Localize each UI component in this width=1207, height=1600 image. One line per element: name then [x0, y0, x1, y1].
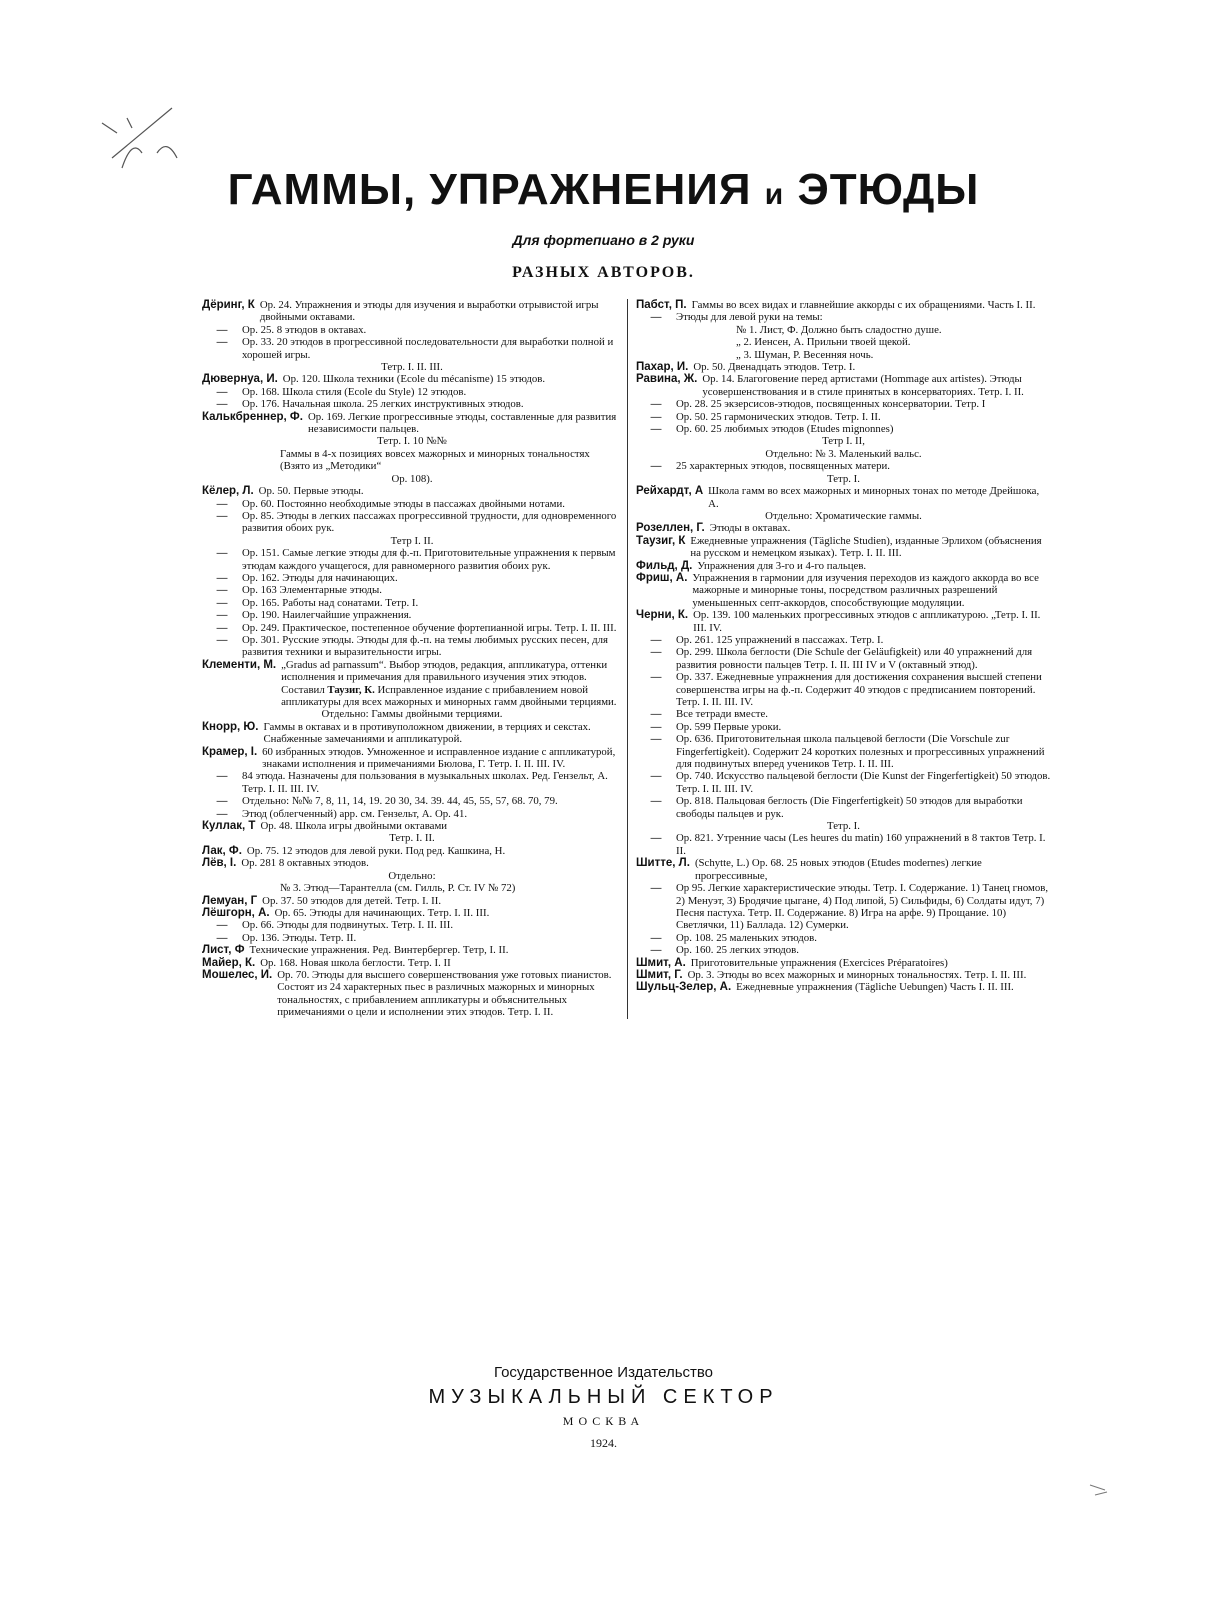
- entry-moscheles: Мошелес, И. Op. 70. Этюды для высшего совершенствования уже готовых пианистов. Состоят из 24 характерных пьес в различных мажорных и минорных тональностях, с прибавлением аппликатуры и объяснительных примечаниями о цели и исполнении этих этюдов. Тетр. I. II.: [202, 968, 612, 1019]
- entry-lemoine: Лемуан, Г Op. 37. 50 этюдов для детей. Тетр. I. II.: [202, 894, 442, 907]
- entry-pachar: Пахар, И. Op. 50. Двенадцать этюдов. Тетр. I.: [636, 361, 856, 374]
- entry-line: — Op. 60. 25 любимых этюдов (Etudes mignonnes): [650, 423, 894, 436]
- entry-line: — Op. 85. Этюды в легких пассажах прогрессивной трудности, для одновременного развития обоих рук.: [216, 509, 617, 535]
- entry-line: — Все тетради вместе.: [650, 708, 768, 721]
- entry-line: — Этюд (облегченный) арр. см. Гензельт, А. Op. 41.: [216, 807, 468, 820]
- entry-lack: Лак, Ф. Op. 75. 12 этюдов для левой руки. Под ред. Кашкина, Н.: [202, 844, 506, 857]
- entry-leschhorn: Лёшгорн, А. Op. 65. Этюды для начинающих. Тетр. I. II. III.: [202, 906, 490, 919]
- entry-line: — Op. 636. Приготовительная школа пальцевой беглости (Die Vorschule zur Fingerfertigkeit). Содержит 24 коротких полезных и прогрессивных упражнений для подвинутых вперед учеников Тетр. I. II. III.: [650, 733, 1045, 771]
- entry-line: — Op. 176. Начальная школа. 25 легких инструктивных этюдов.: [216, 398, 524, 411]
- entry-line: — Отдельно: №№ 7, 8, 11, 14, 19. 20 30, 34. 39. 44, 45, 55, 57, 68. 70, 79.: [216, 795, 558, 808]
- entry-line: — Op. 60. Постоянно необходимые этюды в пассажах двойными нотами.: [216, 497, 565, 510]
- entry-loew: Лёв, I. Op. 281 8 октавных этюдов.: [202, 857, 369, 870]
- entry-line: — Op. 162. Этюды для начинающих.: [216, 571, 398, 584]
- entry-line: — Op. 301. Русские этюды. Этюды для ф.-п. на темы любимых русских песен, для развития техники и выразительности игры.: [216, 633, 608, 659]
- entry-line: — Op. 599 Первые уроки.: [650, 720, 782, 733]
- entry-line: — Op. 261. 125 упражнений в пассажах. Тетр. I.: [650, 633, 884, 646]
- entry-knorr: Кнорр, Ю. Гаммы в октавах и в противуположном движении, в терциях и секстах. Снабженные замечаниями и аппликатурой.: [202, 720, 591, 746]
- page-title: ГАММЫ, УПРАЖНЕНИЯ и ЭТЮДЫ: [227, 165, 980, 214]
- entry-tausig: Таузиг, К Ежедневные упражнения (Tägliche Studien), изданные Эрлихом (объяснения на русском и немецком языках). Тетр. I. II. III.: [636, 534, 1042, 560]
- entry-line: — Op. 299. Школа беглости (Die Schule der Geläufigkeit) или 40 упражнений для развития ровности пальцев Тетр. I. II. III IV и V (октавный этюд).: [650, 646, 1033, 671]
- entry-schytte: Шитте, Л. (Schytte, L.) Op. 68. 25 новых этюдов (Etudes modernes) легкие прогрессивные,: [636, 857, 982, 882]
- entry-line: — Op. 28. 25 экзерсисов-этюдов, посвященных консерватории. Тетр. I: [650, 398, 986, 411]
- entry-reichardt: Рейхардт, А Школа гамм во всех мажорных и минорных тонах по методе Дрейшока, А.: [636, 485, 1040, 510]
- entry-rosellen: Розеллен, Г. Этюды в октавах.: [636, 522, 791, 535]
- authors-heading: РАЗНЫХ АВТОРОВ.: [512, 264, 695, 281]
- entry-line: — Op. 740. Искусство пальцевой беглости (Die Kunst der Fingerfertigkeit) 50 этюдов. Тетр. I. II. III. IV.: [650, 770, 1051, 795]
- entry-line: — Op 95. Легкие характеристические этюды. Тетр. I. Содержание. 1) Танец гномов, 2) Менуэт, 3) Бродячие цыгане, 4) Под липой, 5) Сильфиды, 6) Солдаты идут, 7) Песня пастуха. Тетр. II. Содержание. 8) Игра на арфе. 9) Прощание. 10) Светлячки, 11) Баллада. 12) Сумерки.: [650, 882, 1049, 932]
- entry-doering: Дёринг, К Op. 24. Упражнения и этюды для изучения и выработки отрывистой игры двойными октавами.: [202, 299, 599, 324]
- entry-line: — Op. 818. Пальцовая беглость (Die Fingerfertigkeit) 50 этюдов для выработки свободы пальцев и рук.: [650, 795, 1023, 820]
- entry-line: — Op. 136. Этюды. Тетр. II.: [216, 931, 357, 944]
- entry-kullak: Куллак, Т Op. 48. Школа игры двойными октавами: [202, 820, 448, 833]
- entry-line: — 84 этюда. Назначены для пользования в музыкальных школах. Ред. Гензельт, А. Тетр. I. II. III. IV.: [216, 770, 608, 795]
- entry-line: — Op. 168. Школа стиля (Ecole du Style) 12 этюдов.: [216, 385, 467, 398]
- entry-line: — Op. 108. 25 маленьких этюдов.: [650, 931, 817, 944]
- paper-speck: [1085, 1480, 1115, 1500]
- entry-mayer: Майер, К. Op. 168. Новая школа беглости. Тетр. I. II: [202, 956, 451, 969]
- entry-kalkbrenner: Калькбреннер, Ф. Op. 169. Легкие прогрессивные этюды, составленные для развития независимости пальцев.: [202, 410, 617, 436]
- column-divider: [627, 299, 628, 1019]
- entry-line: — Op. 25. 8 этюдов в октавах.: [216, 323, 367, 336]
- entry-liszt: Лист, Ф Технические упражнения. Ред. Винтербергер. Тетр, I. II.: [202, 944, 509, 957]
- entry-line: — Op. 163 Элементарные этюды.: [216, 584, 382, 597]
- entry-line: — Op. 151. Самые легкие этюды для ф.-п. Приготовительные упражнения к первым этюдам каждого учащегося, для равномерного развития обоих рук.: [216, 547, 616, 572]
- page-subtitle: Для фортепиано в 2 руки: [512, 232, 695, 248]
- entry-schulz: Шульц-Зелер, А. Ежедневные упражнения (Tägliche Uebungen) Часть I. II. III.: [636, 981, 1014, 994]
- entry-czerny: Черни, К. Op. 139. 100 маленьких прогрессивных этюдов с аппликатурою. „Тетр. I. II. III. IV.: [636, 609, 1041, 634]
- entry-line: — 25 характерных этюдов, посвященных матери.: [650, 460, 890, 473]
- entry-line: — Op. 821. Утренние часы (Les heures du matin) 160 упражнений в 8 тактов Тетр. I. II.: [650, 832, 1046, 857]
- entry-koehler: Кёлер, Л. Op. 50. Первые этюды.: [202, 485, 364, 498]
- entry-line: — Op. 165. Работы над сонатами. Тетр. I.: [216, 596, 419, 609]
- entry-pabst: Пабст, П. Гаммы во всех видах и главнейшие аккорды с их обращениями. Часть I. II.: [636, 299, 1036, 311]
- entry-line: — Этюды для левой руки на темы:: [650, 311, 823, 324]
- entry-schmitt-a: Шмит, А. Приготовительные упражнения (Exercices Préparatoires): [636, 956, 948, 969]
- entry-schmitt-g: Шмит, Г. Op. 3. Этюды во всех мажорных и минорных тональностях. Тетр. I. II. III.: [636, 968, 1027, 981]
- publication-year: 1924.: [590, 1436, 617, 1450]
- entry-line: — Op. 160. 25 легких этюдов.: [650, 944, 799, 957]
- entry-field: Фильд, Д. Упражнения для 3-го и 4-го пальцев.: [636, 559, 867, 572]
- entry-line: — Op. 249. Практическое, постепенное обучение фортепианной игры. Тетр. I. II. III.: [216, 621, 617, 634]
- entry-cramer: Крамер, I. 60 избранных этюдов. Умноженное и исправленное издание с аппликатурой, знаками исполнения и примечаниями Бюлова, Г. Тетр. I. II. III. IV.: [202, 745, 616, 771]
- entry-line: — Op. 50. 25 гармонических этюдов. Тетр. I. II.: [650, 410, 881, 423]
- entry-duvernoy: Дювернуа, И. Op. 120. Школа техники (Ecole du mécanisme) 15 этюдов.: [202, 373, 546, 386]
- entry-line: — Op. 66. Этюды для подвинутых. Тетр. I. II. III.: [216, 919, 454, 932]
- entry-ravina: Равина, Ж. Op. 14. Благоговение перед артистами (Hommage aux artistes). Этюды усовершенствования и в стиле принятых в консерваториях. Тетр. I. II.: [636, 373, 1024, 398]
- entry-frisch: Фриш, А. Упражнения в гармонии для изучения переходов из каждого аккорда во все мажорные и минорные тоны, посредством различных разрешений уменьшенных септ-аккордов, способствующие модуляции.: [636, 571, 1039, 609]
- publisher-city: МОСКВА: [562, 1414, 645, 1428]
- left-column: Дёринг, К Op. 24. Упражнения и этюды для изучения и выработки отрывистой игры двойными октавами. — Op. 25. 8 этюдов в октавах. — Op. 33. 20 этюдов в прогрессивной последовательности для выработки полной и хорошей игры. Тетр. I. II. III. Дювернуа, И. Op. 120. Школа техники (Ecole du mécanisme) 15 этюдов. — Op. 168. Школа стиля (Ecole du Style) 12 этюдов. — Op. 176. Начальная школа. 25 легких инструктивных этюдов. Калькбреннер, Ф. Op. 169. Легкие прогрессивные этюды, составленные для развития независимости пальцев. Тетр. I. 10 №№ Гаммы в 4-х позициях вовсех мажорных и минорных тональностях (Взято из „Методики“ Op. 108). Кёлер, Л. Op. 50. Первые этюды. — Op. 60. Постоянно необходимые этюды в пассажах двойными нотами. — Op. 85. Этюды в легких пассажах прогрессивной трудности, для одновременного развития обоих рук. Тетр I. II. — Op. 151. Самые легкие этюды для ф.-п. Приготовительные упражнения к первым этюдам каждого учащегося, для равномерного развития обоих рук. — Op. 162. Этюды для начинающих. — Op. 163 Элементарные этюды. — Op. 165. Работы над сонатами. Тетр. I. — Op. 190. Наилегчайшие упражнения. — Op. 249. Практическое, постепенное обучение фортепианной игры. Тетр. I. II. III. — Op. 301. Русские этюды. Этюды для ф.-п. на темы любимых русских песен, для развития техники и выразительности игры. Клементи, М. „Gradus ad parnassum“. Выбор этюдов, редакция, аппликатура, оттенки исполнения и примечания для правильного изучения этих этюдов. Составил Таузиг, К. Исправленное издание с прибавлением новой аппликатуры для всех мажорных и минорных гамм двойными терциями. Отдельно: Гаммы двойными терциями. Кнорр, Ю. Гаммы в октавах и в противуположном движении, в терциях и секстах. Снабженные замечаниями и аппликатурой. Крамер, I. 60 избранных этюдов. Умноженное и исправленное издание с аппликатурой, знаками исполнения и примечаниями Бюлова, Г. Тетр. I. II. III. IV. — 84 этюда. Назначены для пользования в музыкальных школах. Ред. Гензельт, А. Тетр. I. II. III. IV. — Отдельно: №№ 7, 8, 11, 14, 19. 20 30, 34. 39. 44, 45, 55, 57, 68. 70, 79. — Этюд (облегченный) арр. см. Гензельт, А. Op. 41. Куллак, Т Op. 48. Школа игры двойными октавами Тетр. I. II. Лак, Ф. Op. 75. 12 этюдов для левой руки. Под ред. Кашкина, Н. Лёв, I. Op. 281 8 октавных этюдов. Отдельно: № 3. Этюд—Тарантелла (см. Гилль, Р. Ст. IV № 72) Лемуан, Г Op. 37. 50 этюдов для детей. Тетр. I. II. Лёшгорн, А. Op. 65. Этюды для начинающих. Тетр. I. II. III. — Op. 66. Этюды для подвинутых. Тетр. I. II. III. — Op. 136. Этюды. Тетр. II. Лист, Ф Технические упражнения. Ред. Винтербергер. Тетр, I. II. Майер, К. Op. 168. Новая школа беглости. Тетр. I. II Мошелес, И. Op. 70. Этюды для высшего совершенствования уже готовых пианистов. Состоят из 24 характерных пьес в различных мажорных и минорных тональностях, с прибавлением аппликатуры и объяснительных примечаниями о цели и исполнении этих этюдов. Тетр. I. II.: [202, 299, 622, 1019]
- entry-line: — Op. 337. Ежедневные упражнения для достижения сохранения высшей степени совершенства игры на ф.-п. Содержит 40 этюдов с предписанием повторений. Тетр. I. II. III. IV.: [650, 671, 1042, 708]
- publisher-sector: МУЗЫКАЛЬНЫЙ СЕКТОР: [428, 1386, 779, 1408]
- publisher: Государственное Издательство: [493, 1364, 714, 1381]
- entry-line: — Op. 33. 20 этюдов в прогрессивной последовательности для выработки полной и хорошей игры.: [216, 336, 614, 361]
- entry-line: — Op. 190. Наилегчайшие упражнения.: [216, 609, 412, 622]
- entry-clementi: Клементи, М. „Gradus ad parnassum“. Выбор этюдов, редакция, аппликатура, оттенки исполнения и примечания для правильного изучения этих этюдов. Составил Таузиг, К. Исправленное издание с прибавлением новой аппликатуры для всех мажорных и минорных гамм двойными терциями.: [202, 658, 617, 708]
- right-column: Пабст, П. Гаммы во всех видах и главнейшие аккорды с их обращениями. Часть I. II. — Этюды для левой руки на темы: № 1. Лист, Ф. Должно быть сладостно душе. „ 2. Иенсен, А. Прильни твоей щекой. „ 3. Шуман, Р. Весенняя ночь. Пахар, И. Op. 50. Двенадцать этюдов. Тетр. I. Равина, Ж. Op. 14. Благоговение перед артистами (Hommage aux artistes). Этюды усовершенствования и в стиле принятых в консерваториях. Тетр. I. II. — Op. 28. 25 экзерсисов-этюдов, посвященных консерватории. Тетр. I — Op. 50. 25 гармонических этюдов. Тетр. I. II. — Op. 60. 25 любимых этюдов (Etudes mignonnes) Тетр I. II, Отдельно: № 3. Маленький вальс. — 25 характерных этюдов, посвященных матери. Тетр. I. Рейхардт, А Школа гамм во всех мажорных и минорных тонах по методе Дрейшока, А. Отдельно: Хроматические гаммы. Розеллен, Г. Этюды в октавах. Таузиг, К Ежедневные упражнения (Tägliche Studien), изданные Эрлихом (объяснения на русском и немецком языках). Тетр. I. II. III. Фильд, Д. Упражнения для 3-го и 4-го пальцев. Фриш, А. Упражнения в гармонии для изучения переходов из каждого аккорда во все мажорные и минорные тоны, посредством различных разрешений уменьшенных септ-аккордов, способствующие модуляции. Черни, К. Op. 139. 100 маленьких прогрессивных этюдов с аппликатурою. „Тетр. I. II. III. IV. — Op. 261. 125 упражнений в пассажах. Тетр. I. — Op. 299. Школа беглости (Die Schule der Geläufigkeit) или 40 упражнений для развития ровности пальцев Тетр. I. II. III IV и V (октавный этюд). — Op. 337. Ежедневные упражнения для достижения сохранения высшей степени совершенства игры на ф.-п. Содержит 40 этюдов с предписанием повторений. Тетр. I. II. III. IV. — Все тетради вместе. — Op. 599 Первые уроки. — Op. 636. Приготовительная школа пальцевой беглости (Die Vorschule zur Fingerfertigkeit). Содержит 24 коротких полезных и прогрессивных упражнений для подвинутых вперед учеников Тетр. I. II. III. — Op. 740. Искусство пальцевой беглости (Die Kunst der Fingerfertigkeit) 50 этюдов. Тетр. I. II. III. IV. — Op. 818. Пальцовая беглость (Die Fingerfertigkeit) 50 этюдов для выработки свободы пальцев и рук. Тетр. I. — Op. 821. Утренние часы (Les heures du matin) 160 упражнений в 8 тактов Тетр. I. II. Шитте, Л. (Schytte, L.) Op. 68. 25 новых этюдов (Etudes modernes) легкие прогрессивные, — Op 95. Легкие характеристические этюды. Тетр. I. Содержание. 1) Танец гномов, 2) Менуэт, 3) Бродячие цыгане, 4) Под липой, 5) Сильфиды, 6) Солдаты идут, 7) Песня пастуха. Тетр. II. Содержание. 8) Игра на арфе. 9) Прощание. 10) Светлячки, 11) Баллада. 12) Сумерки. — Op. 108. 25 маленьких этюдов. — Op. 160. 25 легких этюдов. Шмит, А. Приготовительные упражнения (Exercices Préparatoires) Шмит, Г. Op. 3. Этюды во всех мажорных и минорных тональностях. Тетр. I. II. III. Шульц-Зелер, А. Ежедневные упражнения (Tägliche Uebungen) Часть I. II. III.: [636, 299, 1051, 994]
